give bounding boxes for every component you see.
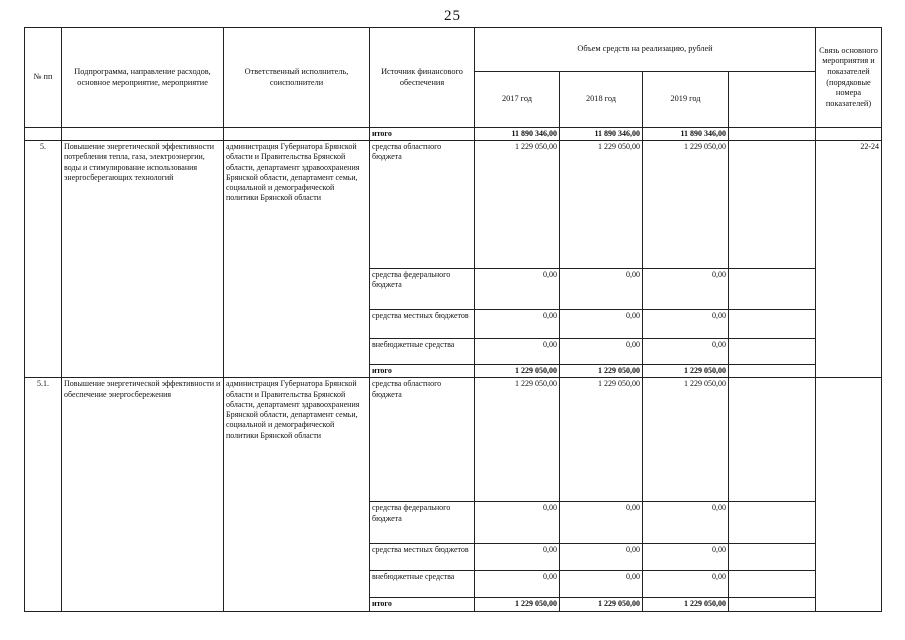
row-value-2018: 1 229 050,00 <box>560 598 643 611</box>
header-program: Подпрограмма, направление расходов, основное мероприятие, мероприятие <box>62 28 224 128</box>
row-value-2019: 0,00 <box>643 544 729 571</box>
row-value-2017: 0,00 <box>475 269 560 310</box>
row-value-2019: 1 229 050,00 <box>643 365 729 378</box>
row-source: средства областного бюджета <box>370 378 475 502</box>
row-value-2017: 0,00 <box>475 310 560 339</box>
row-value-2019: 1 229 050,00 <box>643 378 729 502</box>
row-value-2018: 0,00 <box>560 339 643 365</box>
row-value-2018: 1 229 050,00 <box>560 378 643 502</box>
section-link: 22-24 <box>816 141 882 378</box>
header-year-2018: 2018 год <box>560 72 643 128</box>
table-row <box>25 141 882 269</box>
row-value-2019: 0,00 <box>643 269 729 310</box>
row-value-2017: 0,00 <box>475 571 560 598</box>
row-value-2018: 0,00 <box>560 310 643 339</box>
row-source: средства местных бюджетов <box>370 544 475 571</box>
row-source: внебюджетные средства <box>370 571 475 598</box>
row-source: итого <box>370 365 475 378</box>
header-executor: Ответственный исполнитель, соисполнители <box>224 28 370 128</box>
row-value-2018: 0,00 <box>560 502 643 544</box>
budget-table <box>24 27 882 612</box>
top-total-2018: 11 890 346,00 <box>560 128 643 141</box>
header-volume: Объем средств на реализацию, рублей <box>475 28 816 72</box>
row-value-2019: 1 229 050,00 <box>643 598 729 611</box>
section-num: 5. <box>25 141 62 378</box>
row-value-2019: 0,00 <box>643 502 729 544</box>
row-value-2017: 1 229 050,00 <box>475 365 560 378</box>
row-source: внебюджетные средства <box>370 339 475 365</box>
section-program: Повышение энергетической эффективности потребления тепла, газа, электроэнергии, воды и стимулирование использования энергосберегающих технологий <box>62 141 224 378</box>
row-value-2018: 0,00 <box>560 544 643 571</box>
top-total-label: итого <box>370 128 475 141</box>
header-source: Источник финансового обеспечения <box>370 28 475 128</box>
top-total-2017: 11 890 346,00 <box>475 128 560 141</box>
row-source: средства областного бюджета <box>370 141 475 269</box>
row-value-2017: 1 229 050,00 <box>475 141 560 269</box>
page-number: 25 <box>444 8 461 24</box>
row-value-2017: 0,00 <box>475 339 560 365</box>
row-value-2019: 0,00 <box>643 339 729 365</box>
section-link <box>816 378 882 611</box>
header-year-2017: 2017 год <box>475 72 560 128</box>
row-source: средства местных бюджетов <box>370 310 475 339</box>
header-year-2019: 2019 год <box>643 72 729 128</box>
row-source: средства федерального бюджета <box>370 269 475 310</box>
row-value-2017: 1 229 050,00 <box>475 598 560 611</box>
section-program: Повышение энергетической эффективности и обеспечение энергосбережения <box>62 378 224 611</box>
row-value-2019: 1 229 050,00 <box>643 141 729 269</box>
row-value-2017: 0,00 <box>475 502 560 544</box>
row-source: средства федерального бюджета <box>370 502 475 544</box>
row-source: итого <box>370 598 475 611</box>
row-value-2019: 0,00 <box>643 310 729 339</box>
row-value-2017: 1 229 050,00 <box>475 378 560 502</box>
table-row <box>25 378 882 502</box>
row-value-2017: 0,00 <box>475 544 560 571</box>
row-value-2018: 0,00 <box>560 269 643 310</box>
section-executor: администрация Губернатора Брянской области и Правительства Брянской области, департамент здравоохранения Брянской области, департамент семьи, социальной и демографической политики Брянской области <box>224 141 370 378</box>
header-link: Связь основного мероприятия и показателей (порядковые номера показателей) <box>816 28 882 128</box>
header-num: № пп <box>25 28 62 128</box>
header-year-empty <box>729 72 816 128</box>
section-num: 5.1. <box>25 378 62 611</box>
top-total-2019: 11 890 346,00 <box>643 128 729 141</box>
row-value-2018: 1 229 050,00 <box>560 141 643 269</box>
top-total-row <box>25 128 882 141</box>
row-value-2019: 0,00 <box>643 571 729 598</box>
header-row <box>25 28 882 72</box>
row-value-2018: 0,00 <box>560 571 643 598</box>
section-executor: администрация Губернатора Брянской области и Правительства Брянской области, департамент здравоохранения Брянской области, департамент семьи, социальной и демографической политики Брянской области <box>224 378 370 611</box>
row-value-2018: 1 229 050,00 <box>560 365 643 378</box>
